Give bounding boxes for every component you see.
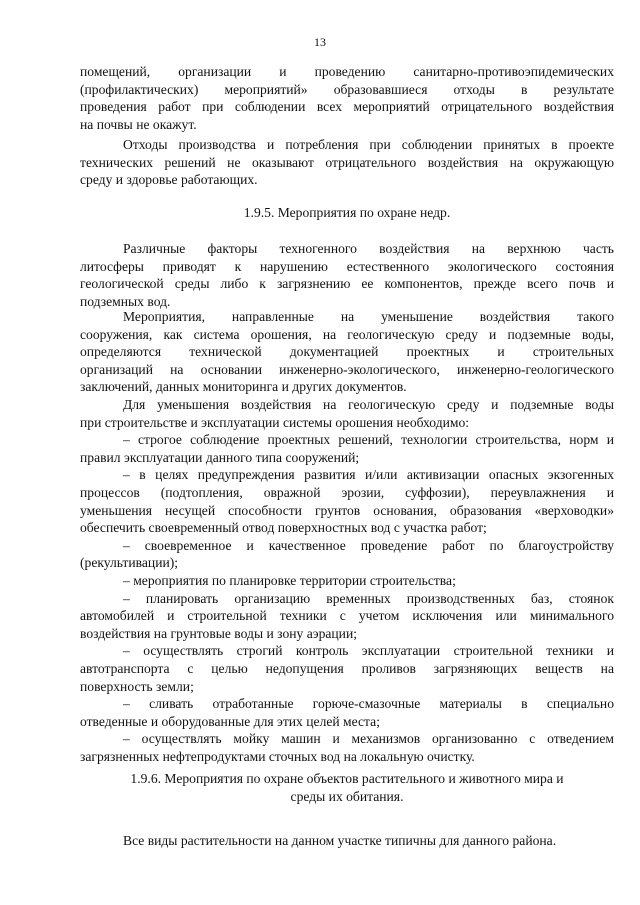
text-line: Мероприятия, направленные на уменьшение воздействия такого [123, 309, 614, 324]
text-line: – осуществлять мойку машин и механизмов организованно с отведением [123, 731, 614, 747]
list-item [80, 431, 614, 466]
waste-paragraph [80, 136, 614, 189]
text-line: поверхность земли; [80, 678, 194, 694]
text-line: (профилактических) мероприятий» образовавшиеся отходы в результате [80, 81, 614, 97]
section-title-line: среды их обитания. [290, 788, 404, 804]
text-line: – в целях предупреждения развития и/или активизации опасных экзогенных [123, 467, 614, 483]
reduce-paragraph [80, 396, 614, 765]
text-line: Отходы производства и потребления при соблюдении принятых в проекте [123, 137, 614, 152]
intro-paragraph [80, 63, 614, 133]
factors-paragraph [80, 240, 614, 310]
list-item [80, 730, 614, 765]
text-line: правил эксплуатации данного типа сооружений; [80, 449, 360, 465]
text-line: определяются технической документацией проектных и строительных [80, 344, 614, 360]
text-line: отведенные и оборудованные для этих целей места; [80, 713, 380, 729]
text-line: – строгое соблюдение проектных решений, технологии строительства, норм и [123, 432, 614, 448]
text-line: воздействия на грунтовые воды и зону аэрации; [80, 625, 358, 641]
list-item [80, 466, 614, 536]
section-title-line: 1.9.6. Мероприятия по охране объектов растительного и животного мира и [130, 771, 564, 786]
vegetation-paragraph [80, 832, 614, 850]
text-line: среду и здоровье работающих. [80, 172, 258, 188]
text-line: – своевременное и качественное проведение работ по благоустройству [123, 537, 614, 553]
text-line: на почвы не окажут. [80, 116, 197, 132]
text-line: заключений, данных мониторинга и других документов. [80, 379, 407, 395]
text-line: помещений, организации и проведению санитарно-противоэпидемических [80, 64, 614, 79]
text-line: литосферы приводят к нарушению естественного экологического состояния [80, 258, 614, 274]
section-heading-1-9-6 [80, 770, 614, 805]
text-line: – осуществлять строгий контроль эксплуатации строительной техники и [123, 643, 614, 659]
list-item [80, 572, 614, 590]
text-line: проведения работ при соблюдении всех мероприятий отрицательного воздействия [80, 99, 614, 115]
list-item [80, 590, 614, 643]
text-line: сооружения, как система орошения, на геологическую среду и подземные воды, [80, 326, 614, 342]
measures-paragraph [80, 308, 614, 396]
text-line: геологической среды либо к загрязнению ее компонентов, прежде всего почв и [80, 276, 614, 292]
page-number: 13 [314, 35, 326, 49]
text-line: Для уменьшения воздействия на геологическую среду и подземные воды [123, 397, 614, 412]
text-line: загрязненных нефтепродуктами сточных вод на локальную очистку. [80, 748, 475, 764]
text-line: при строительстве и эксплуатации системы орошения необходимо: [80, 414, 470, 430]
text-line: – мероприятия по планировке территории строительства; [123, 572, 456, 588]
list-item [80, 642, 614, 695]
measures-list [80, 431, 614, 765]
text-line: организаций на основании инженерно-экологического, инженерно-геологического [80, 361, 614, 377]
text-line: процессов (подтопления, овражной эрозии, суффозии), переувлажнения и [80, 484, 614, 500]
text-line: Различные факторы техногенного воздействия на верхнюю часть [123, 241, 614, 256]
section-heading-1-9-5 [80, 204, 614, 222]
text-line: Все виды растительности на данном участке типичны для данного района. [123, 833, 557, 848]
text-line: подземных вод. [80, 293, 171, 309]
section-title: 1.9.5. Мероприятия по охране недр. [243, 205, 451, 220]
text-line: уменьшения несущей способности грунтов основания, образования «верховодки» [80, 502, 614, 518]
text-line: – планировать организацию временных производственных баз, стоянок [123, 590, 614, 606]
list-item [80, 695, 614, 730]
text-line: технических решений не оказывают отрицательного воздействия на окружающую [80, 154, 614, 170]
text-line: автотранспорта с целью недопущения проливов загрязняющих веществ на [80, 660, 614, 676]
text-line: (рекультивации); [80, 555, 179, 571]
text-line: автомобилей и строительной техники с учетом исключения или минимального [80, 608, 614, 624]
text-line: обеспечить своевременный отвод поверхностных вод с участка работ; [80, 520, 487, 536]
text-line: – сливать отработанные горюче-смазочные материалы в специально [123, 696, 614, 712]
list-item [80, 537, 614, 572]
